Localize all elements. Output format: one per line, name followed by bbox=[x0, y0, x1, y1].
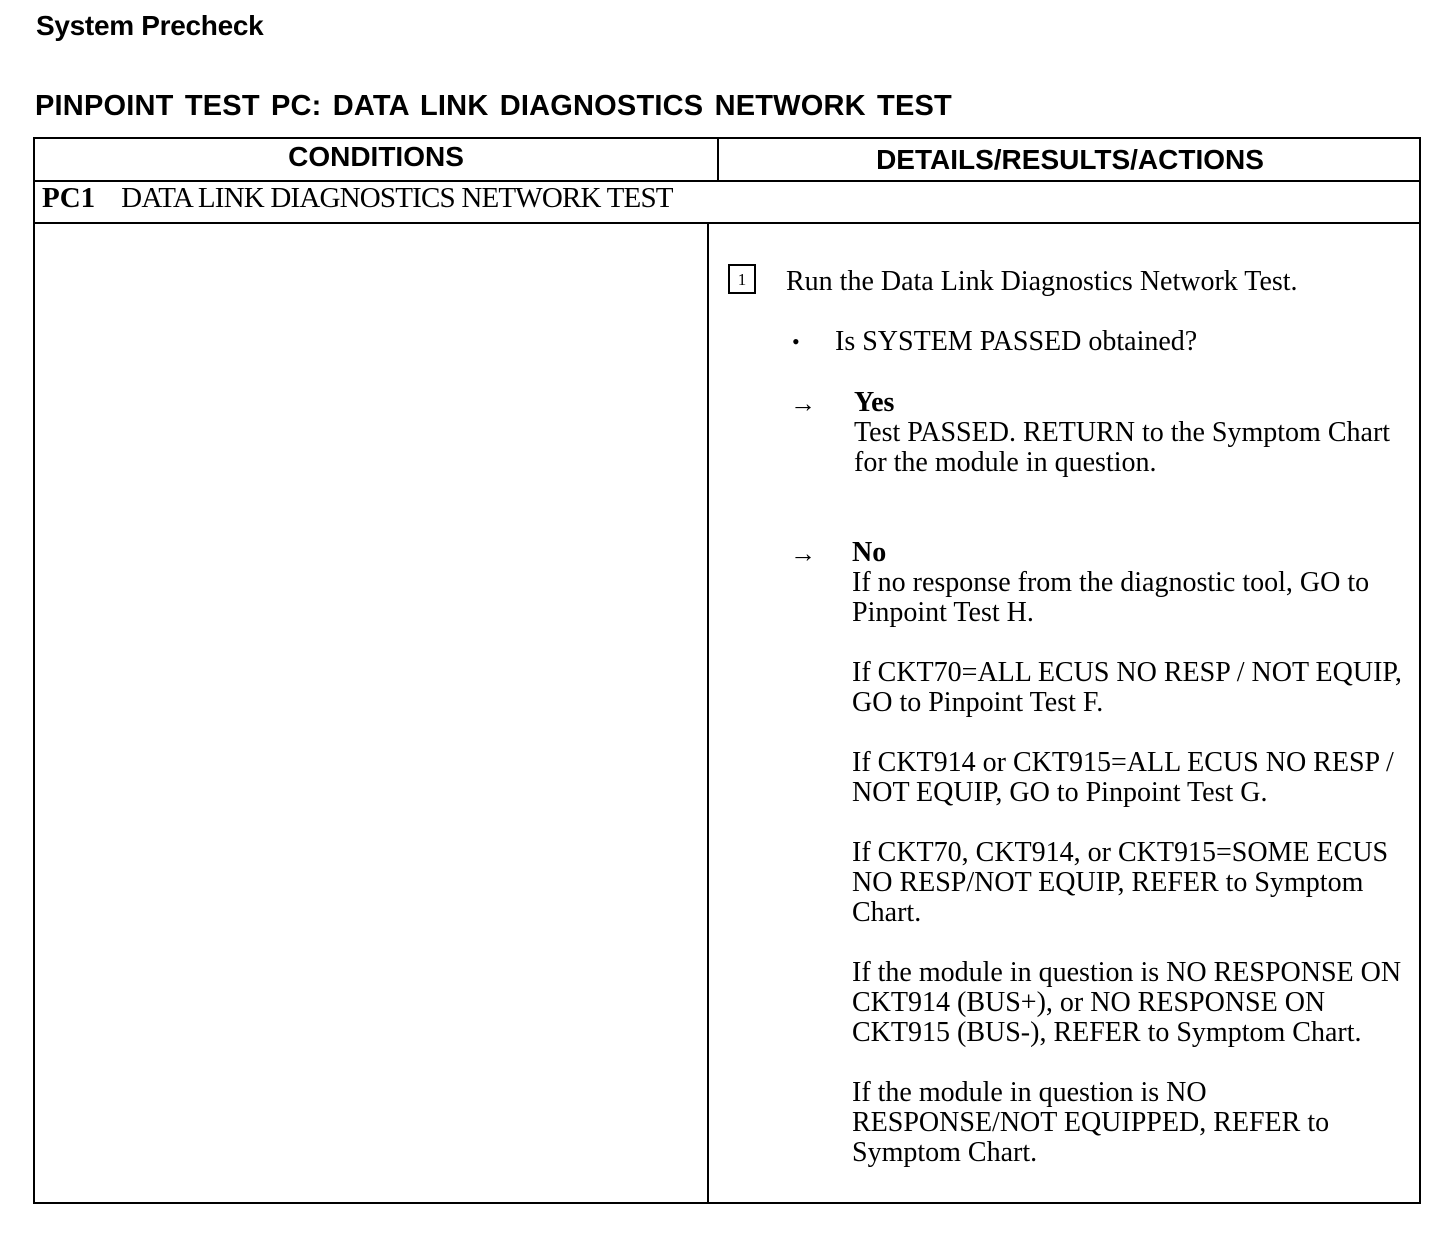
no-result bbox=[852, 538, 1412, 1168]
right-arrow-icon: → bbox=[790, 539, 816, 568]
pinpoint-test-table bbox=[33, 137, 1421, 1204]
step-id: PC1 bbox=[42, 182, 96, 214]
no-action-paragraph: If the module in question is NO RESPONSE ON CKT914 (BUS+), or NO RESPONSE ON CKT915 (BUS-), REFER to Symptom Chart. bbox=[852, 957, 1402, 1048]
step-name: DATA LINK DIAGNOSTICS NETWORK TEST bbox=[121, 182, 673, 214]
column-header-details: DETAILS/RESULTS/ACTIONS bbox=[876, 144, 1264, 175]
yes-label: Yes bbox=[854, 387, 895, 418]
test-question: Is SYSTEM PASSED obtained? bbox=[835, 326, 1198, 357]
no-action-paragraph: If no response from the diagnostic tool, GO to Pinpoint Test H. bbox=[852, 567, 1370, 628]
no-action-paragraph: If CKT70=ALL ECUS NO RESP / NOT EQUIP, GO to Pinpoint Test F. bbox=[852, 657, 1402, 718]
right-arrow-icon: → bbox=[790, 389, 816, 418]
step-instruction: Run the Data Link Diagnostics Network Test. bbox=[786, 266, 1298, 297]
step-row-divider bbox=[35, 222, 1419, 224]
step-row bbox=[42, 182, 673, 215]
no-label: No bbox=[852, 537, 887, 568]
no-action-paragraph: If the module in question is NO RESPONSE/NOT EQUIPPED, REFER to Symptom Chart. bbox=[852, 1077, 1330, 1168]
yes-result bbox=[854, 388, 1394, 478]
bullet-icon: • bbox=[792, 329, 800, 354]
no-action-paragraph: If CKT70, CKT914, or CKT915=SOME ECUS NO RESP/NOT EQUIP, REFER to Symptom Chart. bbox=[852, 837, 1389, 928]
pinpoint-test-title: PINPOINT TEST PC: DATA LINK DIAGNOSTICS NETWORK TEST bbox=[35, 90, 952, 122]
yes-action-text: Test PASSED. RETURN to the Symptom Chart for the module in question. bbox=[854, 417, 1391, 478]
column-header-conditions: CONDITIONS bbox=[288, 141, 464, 172]
no-action-paragraph: If CKT914 or CKT915=ALL ECUS NO RESP / NOT EQUIP, GO to Pinpoint Test G. bbox=[852, 747, 1394, 808]
column-divider bbox=[707, 222, 709, 1202]
section-title: System Precheck bbox=[36, 10, 264, 41]
step-number-box: 1 bbox=[728, 264, 756, 294]
